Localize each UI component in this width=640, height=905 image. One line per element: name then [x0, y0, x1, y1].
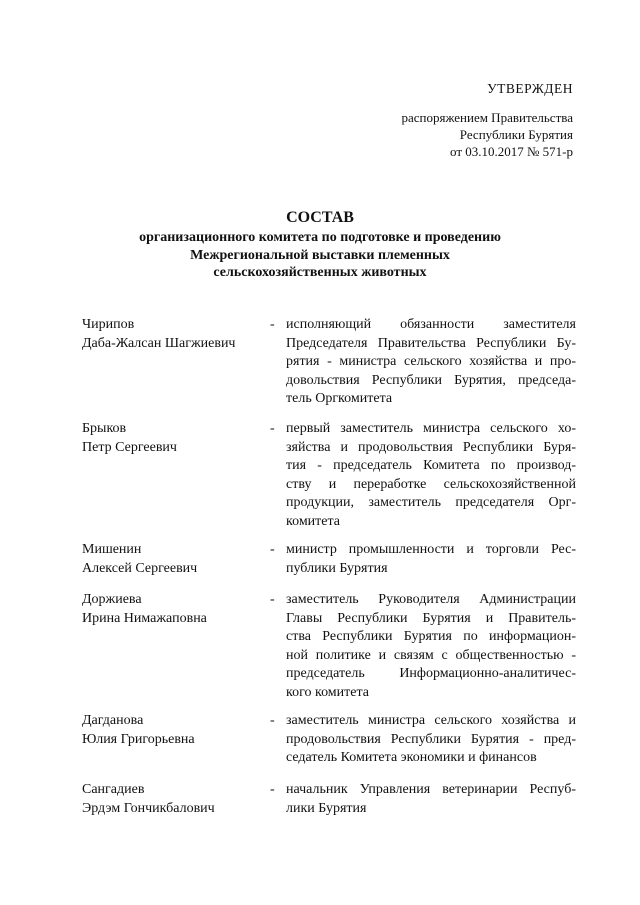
role-line: Главы Республики Бурятия и Правитель-: [286, 610, 576, 626]
member-role: [286, 712, 576, 768]
role-line: лики Бурятия: [286, 800, 367, 816]
role-line: первый заместитель министра сельского хо-: [286, 421, 576, 436]
role-line: Председателя Правительства Республики Бу-: [286, 335, 576, 351]
member-name: [82, 316, 267, 353]
member-surname: Сангадиев: [82, 782, 145, 797]
member-name: [82, 781, 267, 818]
member-given-name: Юлия Григорьевна: [82, 731, 195, 747]
role-line: рятия - министра сельского хозяйства и про-: [286, 354, 576, 370]
title-line: организационного комитета по подготовке и проведению: [139, 230, 501, 245]
approval-line: Республики Бурятия: [459, 127, 573, 142]
role-line: довольствия Республики Бурятия, председа-: [286, 372, 576, 388]
role-line: зяйства и продовольствия Республики Буря-: [286, 439, 576, 455]
role-line: продукции, заместитель председателя Орг-: [286, 495, 576, 511]
member-role: [286, 420, 576, 532]
role-line: седатель Комитета экономики и финансов: [286, 750, 537, 766]
role-line: заместитель министра сельского хозяйства и: [286, 713, 576, 728]
member-dash: -: [270, 713, 275, 728]
member-dash: -: [270, 542, 275, 557]
role-line: ства Республики Бурятия по информацион-: [286, 629, 576, 645]
member-role: [286, 781, 576, 818]
role-line: тия - председатель Комитета по производ-: [286, 458, 576, 474]
approved-label: УТВЕРЖДЕН: [487, 81, 573, 96]
member-name: [82, 712, 267, 749]
role-line: продовольствия Республики Бурятия - пред-: [286, 731, 576, 747]
member-given-name: Даба-Жалсан Шагжиевич: [82, 335, 236, 351]
member-surname: Доржиева: [82, 592, 142, 607]
member-role: [286, 541, 576, 578]
role-line: начальник Управления ветеринарии Респуб-: [286, 782, 576, 797]
approval-line: распоряжением Правительства: [401, 110, 573, 125]
role-line: председатель Информационно-аналитичес-: [286, 666, 576, 682]
approval-stamp: [401, 80, 573, 160]
member-role: [286, 591, 576, 703]
member-surname: Брыков: [82, 421, 127, 436]
member-dash: -: [270, 782, 275, 797]
member-given-name: Алексей Сергеевич: [82, 560, 198, 576]
role-line: тель Оргкомитета: [286, 391, 393, 407]
member-name: [82, 591, 267, 628]
member-name: [82, 541, 267, 578]
member-name: [82, 420, 267, 457]
member-given-name: Петр Сергеевич: [82, 439, 177, 455]
approval-date-line: от 03.10.2017 № 571-р: [450, 144, 573, 159]
title-main: СОСТАВ: [286, 209, 354, 226]
title-line: сельскохозяйственных животных: [213, 265, 427, 280]
role-line: комитета: [286, 513, 341, 529]
role-line: публики Бурятия: [286, 560, 388, 576]
member-given-name: Эрдэм Гончикбалович: [82, 800, 215, 816]
member-role: [286, 316, 576, 409]
member-surname: Мишенин: [82, 542, 142, 557]
member-dash: -: [270, 421, 275, 436]
role-line: ной политике и связям с общественностью -: [286, 647, 576, 663]
role-line: ству и переработке сельскохозяйственной: [286, 476, 576, 492]
role-line: кого комитета: [286, 684, 369, 700]
role-line: исполняющий обязанности заместителя: [286, 317, 576, 332]
title-line: Межрегиональной выставки племенных: [190, 247, 450, 263]
document-title: [60, 208, 580, 282]
member-surname: Дагданова: [82, 713, 144, 728]
role-line: заместитель Руководителя Администрации: [286, 592, 576, 607]
member-dash: -: [270, 317, 275, 332]
member-surname: Чирипов: [82, 317, 135, 332]
member-given-name: Ирина Нимажаповна: [82, 610, 207, 626]
role-line: министр промышленности и торговли Рес-: [286, 542, 576, 557]
member-dash: -: [270, 592, 275, 607]
